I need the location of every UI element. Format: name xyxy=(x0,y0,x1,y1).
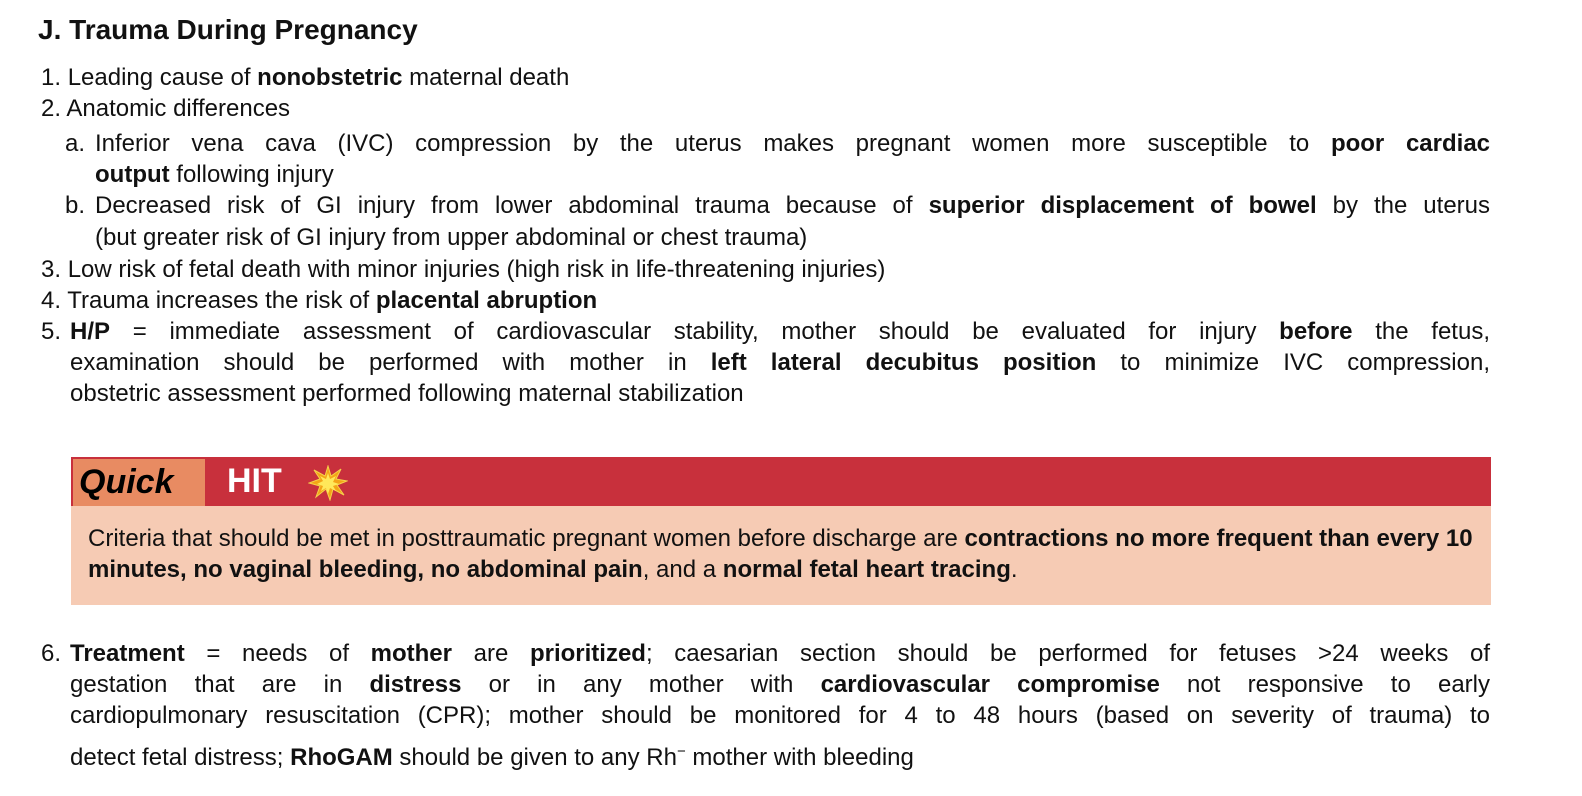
bold-term: H/P xyxy=(70,318,111,345)
item-text: examination should be performed with mother in xyxy=(70,349,711,376)
bold-term: prioritized xyxy=(529,640,646,667)
bold-term: distress xyxy=(369,671,462,698)
bold-term: left lateral decubitus position xyxy=(710,349,1097,376)
superscript-minus: − xyxy=(676,743,686,760)
list-item-3 xyxy=(41,254,885,285)
list-item-6-line-2 xyxy=(70,669,1490,700)
list-item-5-line-1 xyxy=(70,316,1490,347)
bold-term: superior displacement of bowel xyxy=(928,192,1317,219)
subitem-letter: a. xyxy=(65,130,86,157)
quick-hit-text-part: . xyxy=(1010,556,1018,583)
item-number: 2. xyxy=(41,95,62,122)
item-number: 6. xyxy=(41,640,62,667)
subitem-2a-line-1 xyxy=(95,128,1490,159)
item-text: are xyxy=(452,640,530,667)
subitem-2a-line-2 xyxy=(95,159,334,190)
item-text: maternal death xyxy=(402,64,570,91)
bold-term: mother xyxy=(370,640,452,667)
bold-term: output xyxy=(95,161,170,188)
item-text: Leading cause of xyxy=(67,64,258,91)
item-text: Decreased risk of GI injury from lower abdominal trauma because of xyxy=(95,192,929,219)
bold-term: nonobstetric xyxy=(257,64,403,91)
item-number: 3. xyxy=(41,256,62,283)
list-item-6-line-1 xyxy=(70,638,1490,669)
burst-icon xyxy=(308,465,348,501)
list-item-1 xyxy=(41,62,569,93)
item-text: = immediate assessment of cardiovascular stability, mother should be evaluated for injury xyxy=(110,318,1280,345)
subitem-2b-line-1 xyxy=(95,190,1490,221)
item-text: to minimize IVC compression, xyxy=(1096,349,1490,376)
list-item-5-line-3: obstetric assessment performed following maternal stabilization xyxy=(70,380,744,407)
list-item-6-line-3: cardiopulmonary resuscitation (CPR); mother should be monitored for 4 to 48 hours (based on severity of trauma) to xyxy=(70,702,1490,729)
subitem-2b-line-2: (but greater risk of GI injury from upper abdominal or chest trauma) xyxy=(95,224,808,251)
bold-term: contractions no more frequent than every 10 minutes, no vaginal bleeding, no abdominal pain xyxy=(88,525,1473,583)
quick-label: Quick xyxy=(73,459,205,506)
quick-hit-text-part: , and a xyxy=(642,556,723,583)
quick-hit-header xyxy=(71,457,1491,506)
quick-hit-box xyxy=(71,457,1491,605)
item-text: = needs of xyxy=(184,640,371,667)
bold-term: normal fetal heart tracing xyxy=(722,556,1011,583)
item-text: Trauma increases the risk of xyxy=(67,287,376,314)
item-text: detect fetal distress; xyxy=(70,744,291,771)
item-text: the fetus, xyxy=(1352,318,1490,345)
item-number: 5. xyxy=(41,318,62,345)
item-text: gestation that are in xyxy=(70,671,370,698)
item-text: or in any mother with xyxy=(461,671,821,698)
quick-hit-text-part: Criteria that should be met in posttraumatic pregnant women before discharge are xyxy=(88,525,965,552)
item-text: ; caesarian section should be performed for fetuses >24 weeks of xyxy=(645,640,1490,667)
bold-term: before xyxy=(1279,318,1353,345)
bold-term: placental abruption xyxy=(375,287,598,314)
item-text: Low risk of fetal death with minor injuries (high risk in life-threatening injuries) xyxy=(67,256,886,283)
item-number: 1. xyxy=(41,64,62,91)
quick-hit-text xyxy=(88,523,1473,585)
item-text: Inferior vena cava (IVC) compression by the uterus makes pregnant women more susceptible to xyxy=(95,130,1331,157)
list-item-6-line-4 xyxy=(70,736,914,773)
hit-label: HIT xyxy=(227,462,282,500)
item-text: not responsive to early xyxy=(1159,671,1490,698)
list-item-2 xyxy=(41,93,290,124)
bold-term: poor cardiac xyxy=(1330,130,1491,157)
item-text: following injury xyxy=(169,161,334,188)
item-number: 4. xyxy=(41,287,62,314)
item-text: Anatomic differences xyxy=(66,95,291,122)
item-text: mother with bleeding xyxy=(685,744,914,771)
subitem-letter: b. xyxy=(65,192,86,219)
bold-term: cardiovascular compromise xyxy=(820,671,1160,698)
list-item-5-line-2 xyxy=(70,347,1490,378)
list-item-4 xyxy=(41,285,597,316)
section-title: J. Trauma During Pregnancy xyxy=(38,14,418,45)
item-text: by the uterus xyxy=(1316,192,1491,219)
bold-term: Treatment xyxy=(70,640,185,667)
bold-term: RhoGAM xyxy=(290,744,393,771)
item-text: should be given to any Rh xyxy=(392,744,677,771)
